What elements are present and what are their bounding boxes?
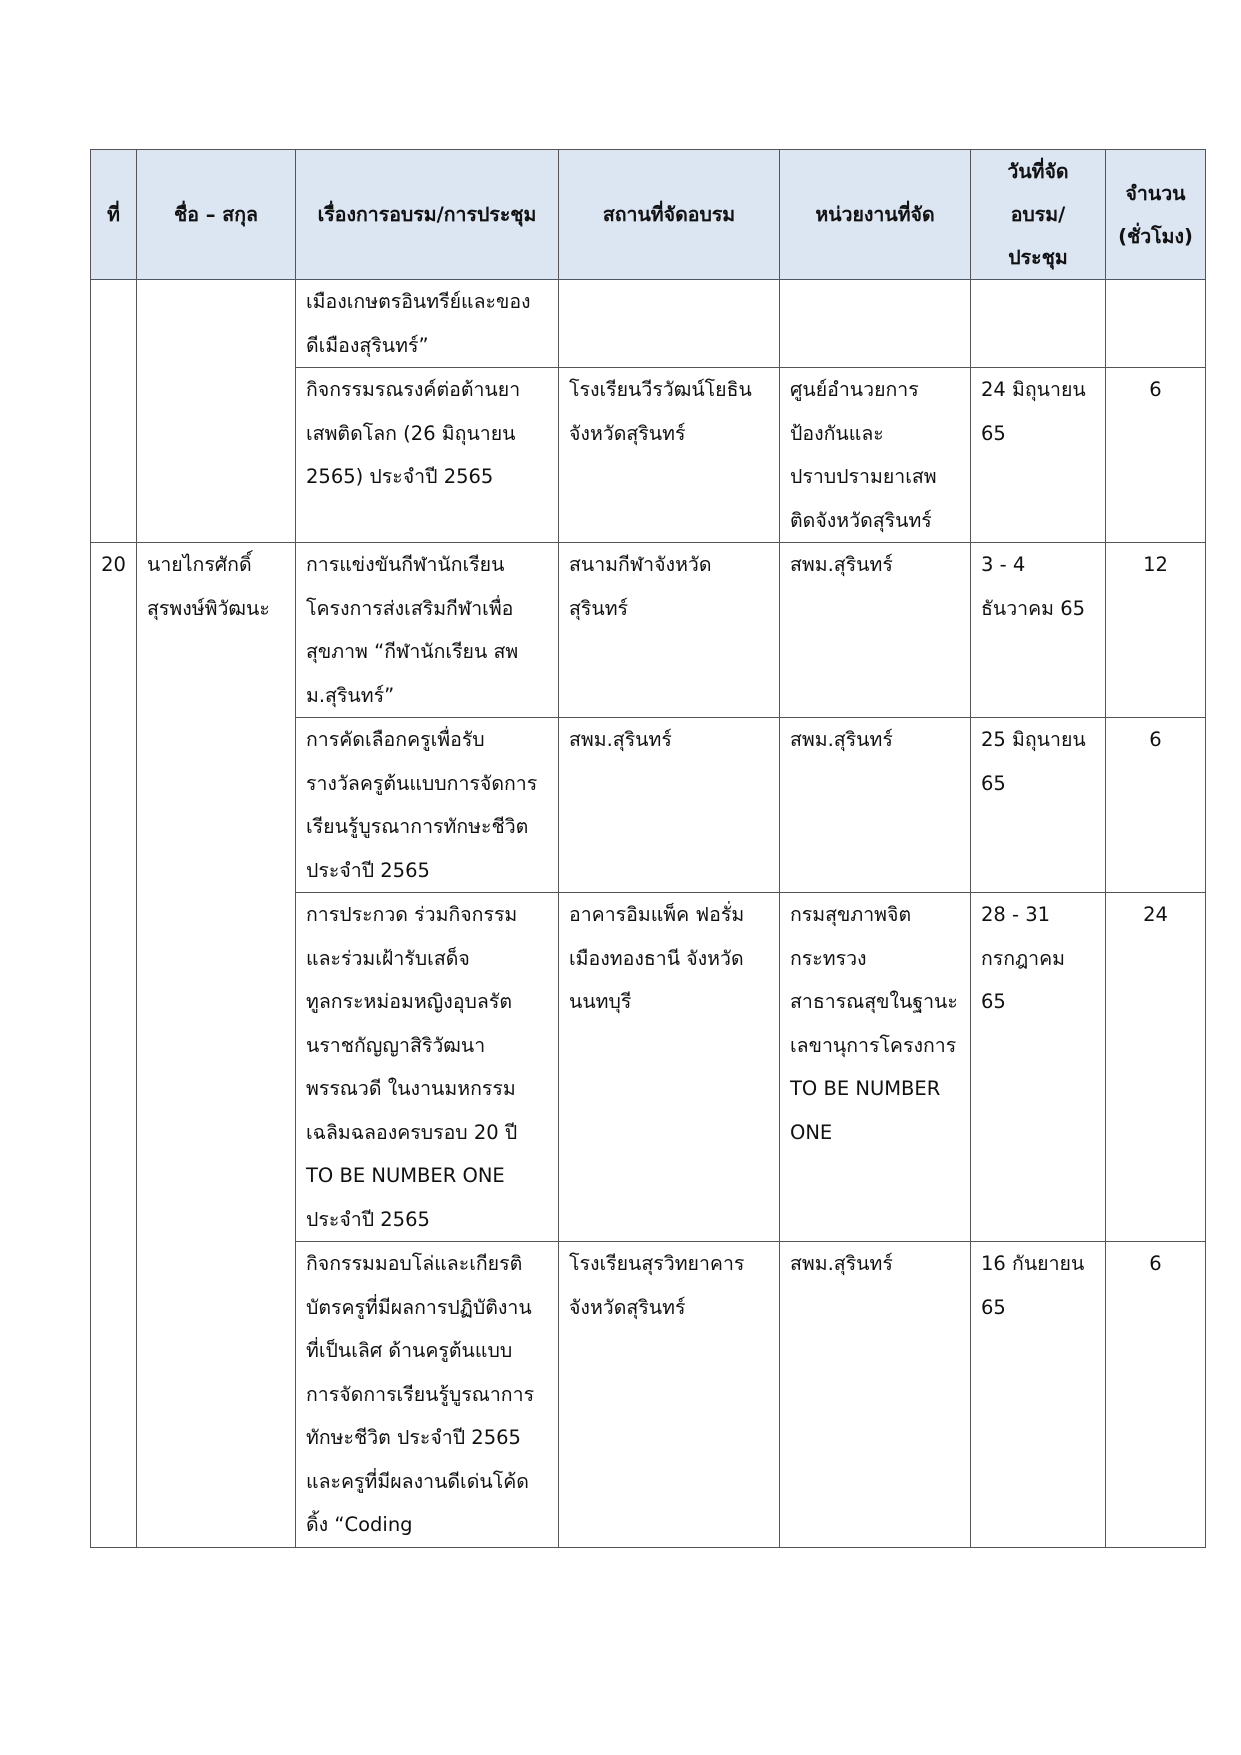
table-row: [91, 280, 1206, 368]
row-organizer-cell: ศูนย์อำนวยการ ป้องกันและ ปราบปรามยาเสพ ติดจังหวัดสุรินทร์: [780, 368, 971, 543]
row-place-cell: สพม.สุรินทร์: [559, 718, 780, 893]
row-place-cell: [559, 280, 780, 368]
row-no-cell: 20: [91, 543, 137, 1548]
row-organizer-cell: [780, 280, 971, 368]
row-date-cell: 24 มิถุนายน 65: [971, 368, 1106, 543]
header-name: ชื่อ – สกุล: [137, 150, 296, 280]
header-hours: จำนวน (ชั่วโมง): [1106, 150, 1206, 280]
row-date-cell: 3 - 4 ธันวาคม 65: [971, 543, 1106, 718]
row-topic-cell: เมืองเกษตรอินทรีย์และของ ดีเมืองสุรินทร์”: [296, 280, 559, 368]
row-topic-cell: การแข่งขันกีฬานักเรียน โครงการส่งเสริมกีฬาเพื่อ สุขภาพ “กีฬานักเรียน สพ ม.สุรินทร์”: [296, 543, 559, 718]
header-place: สถานที่จัดอบรม: [559, 150, 780, 280]
row-no-cell: [91, 280, 137, 543]
row-topic-cell: กิจกรรมมอบโล่และเกียรติ บัตรครูที่มีผลการปฏิบัติงาน ที่เป็นเลิศ ด้านครูต้นแบบ การจัดการเรียนรู้บูรณาการ ทักษะชีวิต ประจำปี 2565 และครูที่มีผลงานดีเด่นโค้ด ดิ้ง “Coding: [296, 1242, 559, 1548]
row-date-cell: 16 กันยายน 65: [971, 1242, 1106, 1548]
row-name-cell: นายไกรศักดิ์ สุรพงษ์พิวัฒนะ: [137, 543, 296, 1548]
row-hours-cell: 12: [1106, 543, 1206, 718]
header-date: วันที่จัด อบรม/ ประชุม: [971, 150, 1106, 280]
row-organizer-cell: สพม.สุรินทร์: [780, 543, 971, 718]
row-date-cell: 28 - 31 กรกฎาคม 65: [971, 893, 1106, 1242]
row-hours-cell: 6: [1106, 718, 1206, 893]
row-place-cell: โรงเรียนสุรวิทยาคาร จังหวัดสุรินทร์: [559, 1242, 780, 1548]
header-topic: เรื่องการอบรม/การประชุม: [296, 150, 559, 280]
header-no: ที่: [91, 150, 137, 280]
row-organizer-cell: สพม.สุรินทร์: [780, 1242, 971, 1548]
header-organizer: หน่วยงานที่จัด: [780, 150, 971, 280]
row-hours-cell: 24: [1106, 893, 1206, 1242]
row-organizer-cell: สพม.สุรินทร์: [780, 718, 971, 893]
row-date-cell: 25 มิถุนายน 65: [971, 718, 1106, 893]
row-place-cell: สนามกีฬาจังหวัด สุรินทร์: [559, 543, 780, 718]
row-date-cell: [971, 280, 1106, 368]
table-header-row: [91, 150, 1206, 280]
row-place-cell: โรงเรียนวีรวัฒน์โยธิน จังหวัดสุรินทร์: [559, 368, 780, 543]
row-organizer-cell: กรมสุขภาพจิต กระทรวง สาธารณสุขในฐานะ เลขานุการโครงการ TO BE NUMBER ONE: [780, 893, 971, 1242]
row-place-cell: อาคารอิมแพ็ค ฟอรั่ม เมืองทองธานี จังหวัด นนทบุรี: [559, 893, 780, 1242]
training-record-table: [90, 149, 1206, 1548]
row-name-cell: [137, 280, 296, 543]
row-topic-cell: กิจกรรมรณรงค์ต่อต้านยา เสพติดโลก (26 มิถุนายน 2565) ประจำปี 2565: [296, 368, 559, 543]
row-hours-cell: 6: [1106, 1242, 1206, 1548]
row-hours-cell: [1106, 280, 1206, 368]
row-hours-cell: 6: [1106, 368, 1206, 543]
row-topic-cell: การคัดเลือกครูเพื่อรับ รางวัลครูต้นแบบการจัดการ เรียนรู้บูรณาการทักษะชีวิต ประจำปี 2565: [296, 718, 559, 893]
row-topic-cell: การประกวด ร่วมกิจกรรม และร่วมเฝ้ารับเสด็จ ทูลกระหม่อมหญิงอุบลรัต นราชกัญญาสิริวัฒนา พรรณวดี ในงานมหกรรม เฉลิมฉลองครบรอบ 20 ปี TO BE NUMBER ONE ประจำปี 2565: [296, 893, 559, 1242]
table-row: [91, 543, 1206, 718]
